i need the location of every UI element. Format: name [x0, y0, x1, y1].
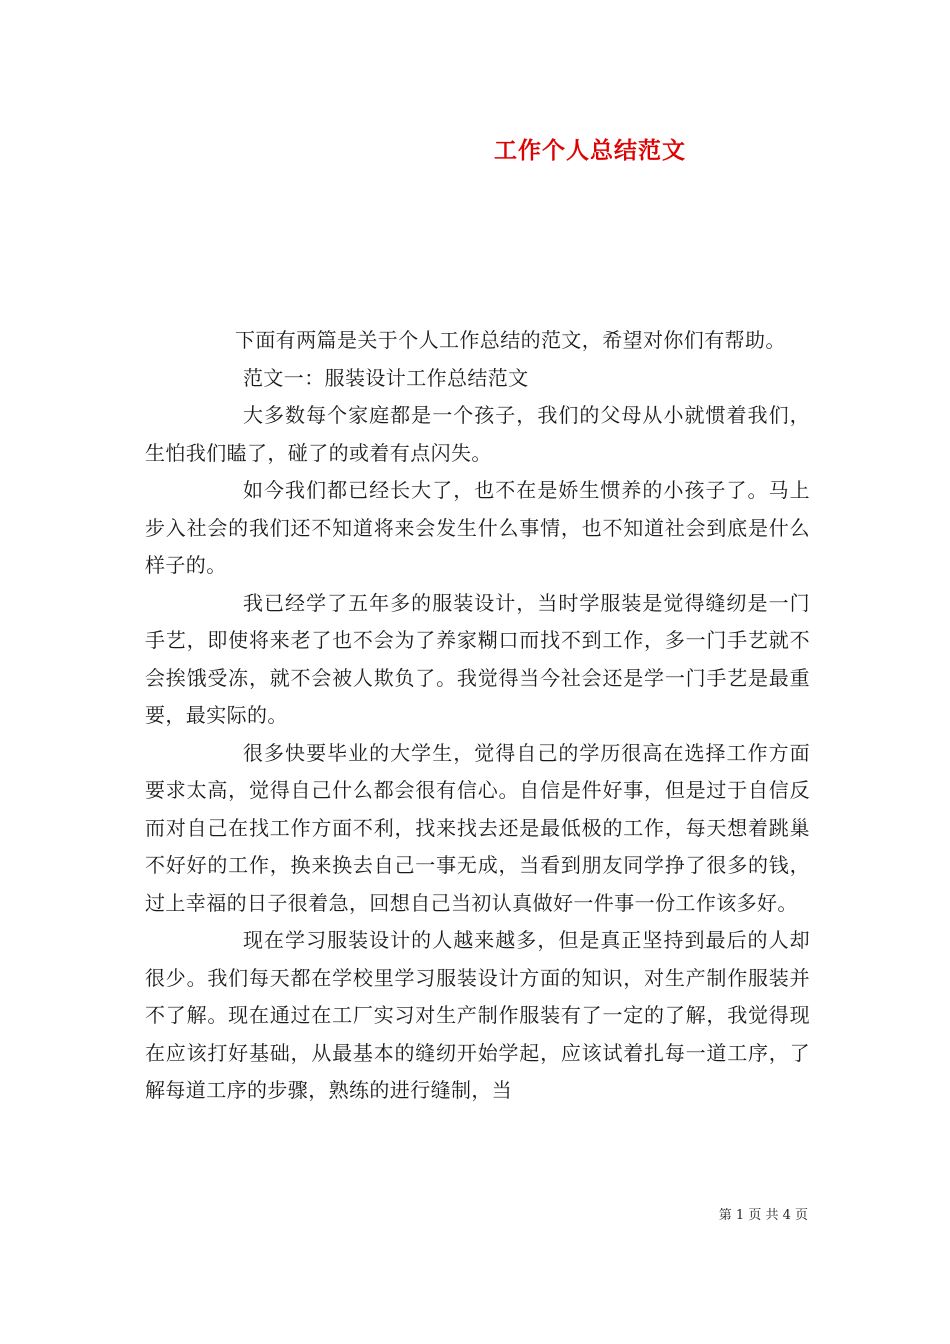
paragraph: 很多快要毕业的大学生，觉得自己的学历很高在选择工作方面要求太高，觉得自己什么都会很有信心。自信是件好事，但是过于自信反而对自己在找工作方面不利，找来找去还是最低极的工作，每天想着跳巢不好好的工作，换来换去自己一事无成，当看到朋友同学挣了很多的钱，过上幸福的日子很着急，回想自己当初认真做好一件事一份工作该多好。 — [145, 740, 810, 915]
paragraph: 如今我们都已经长大了，也不在是娇生惯养的小孩子了。马上步入社会的我们还不知道将来会发生什么事情，也不知道社会到底是什么样子的。 — [145, 478, 810, 577]
paragraph-section-heading: 范文一：服装设计工作总结范文 — [243, 365, 529, 390]
page-number-footer: 第 1 页 共 4 页 — [718, 1208, 808, 1223]
paragraph: 我已经学了五年多的服装设计，当时学服装是觉得缝纫是一门手艺，即使将来老了也不会为了养家糊口而找不到工作，多一门手艺就不会挨饿受冻，就不会被人欺负了。我觉得当今社会还是学一门手艺是最重要，最实际的。 — [145, 590, 810, 727]
paragraph: 大多数每个家庭都是一个孩子，我们的父母从小就惯着我们，生怕我们瞌了，碰了的或着有点闪失。 — [145, 403, 810, 465]
paragraph: 现在学习服装设计的人越来越多，但是真正坚持到最后的人却很少。我们每天都在学校里学习服装设计方面的知识，对生产制作服装并不了解。现在通过在工厂实习对生产制作服装有了一定的了解，我觉得现在应该打好基础，从最基本的缝纫开始学起，应该试着扎每一道工序，了解每道工序的步骤，熟练的进行缝制，当 — [145, 928, 810, 1102]
document-title: 工作个人总结范文 — [494, 137, 686, 164]
paragraph-intro: 下面有两篇是关于个人工作总结的范文，希望对你们有帮助。 — [235, 328, 786, 352]
document-body — [145, 322, 810, 1110]
